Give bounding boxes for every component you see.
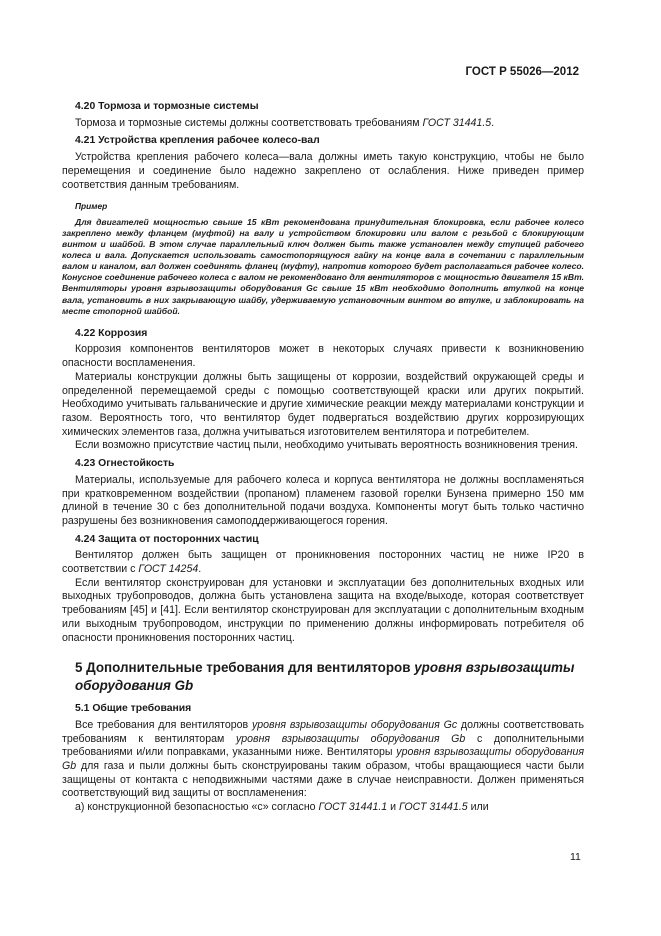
page-number: 11 — [570, 851, 581, 863]
paragraph: Тормоза и тормозные системы должны соответствовать требованиям ГОСТ 31441.5. — [75, 116, 495, 129]
paragraph: Вентилятор должен быть защищен от проникновения посторонних частиц не ниже IP20 в соответствии с ГОСТ 14254. — [62, 549, 584, 576]
paragraph: Материалы конструкции должны быть защищены от коррозии, воздействий окружающей среды и определенной перемещаемой среды с помощью соответствующей краски или других покрытий. Необходимо учитывать гальванические и другие химические реакции между материалами конструкции и газом. Вероятность того, что вентилятор будет подвергаться воздействию других коррозирующих химических элементов газа, должна учитываться изготовителем вентилятора и потребителем. — [62, 370, 584, 438]
paragraph: Все требования для вентиляторов уровня взрывозащиты оборудования Gc должны соответствовать требованиям к вентиляторам уровня взрывозащиты оборудования Gb с дополнительными требованиями и/или поправками, указанными ниже. Вентиляторы уровня взрывозащиты оборудования Gb для газа и пыли должны быть сконструированы таким образом, чтобы вращающиеся части были защищены от контакта с неподвижными частями даже в случае неисправности. Должен применяться соответствующий вид защиты от воспламенения: — [62, 718, 585, 800]
paragraph: Материалы, используемые для рабочего колеса и корпуса вентилятора не должны воспламеняться при кратковременном воздействии (пропаном) пламенем газовой горелки Бунзена примерно 150 мм длиной в течение 30 с без дополнительной подачи воздуха. Компоненты могут быть только частично разрушены без возникновения самоподдерживающегося горения. — [62, 473, 584, 527]
standard-reference: ГОСТ 14254 — [138, 563, 199, 576]
paragraph: Если вентилятор сконструирован для установки и эксплуатации без дополнительных входных или выходных трубопроводов, должна быть установлена защита на входе/выходе, которая соответствует требованиям [45] и [41]. Если вентилятор сконструирован для эксплуатации с дополнительным входным или выходным трубопроводом, инструкции по применению должны информировать потребителя об опасности проникновения посторонних частиц. — [62, 576, 584, 644]
section-heading-5-1: 5.1 Общие требования — [75, 703, 192, 715]
section-heading-4-24: 4.24 Защита от посторонних частиц — [75, 533, 259, 545]
section-heading-4-21: 4.21 Устройства крепления рабочее колесо-вал — [75, 135, 320, 147]
standard-reference: ГОСТ 31441.5 — [422, 116, 492, 129]
example-title: Пример — [75, 201, 108, 212]
example-text: Для двигателей мощностью свыше 15 кВт рекомендована принудительная блокировка, если рабочее колесо закреплено между фланцем (муфтой) на валу и устройством блокировки или валом с резьбой с блокирующим винтом и шайбой. В этом случае параллельный ключ должен быть также установлен между ступицей рабочего колеса и вала. Допускается использовать самостопорящуюся гайку на конце вала в сочетании с параллельным валом и каналом, вал должен соединять фланец (муфту), напротив которого будет располагаться рабочее колесо. Конусное соединение рабочего колеса с валом не рекомендовано для вентиляторов с мощностью двигателя 15 кВт. Вентиляторы уровня взрывозащиты оборудования Gc свыше 15 кВт необходимо дополнить втулкой на конце вала, установить в них закрывающую шайбу, удерживаемую установочным винтом во втулке, и заблокировать на месте стопорной шайбой. — [62, 216, 584, 316]
page-content — [62, 96, 584, 815]
section-heading-4-22: 4.22 Коррозия — [75, 327, 148, 339]
paragraph: Устройства крепления рабочего колеса—вала должны иметь такую конструкцию, чтобы не было перемещения и соединение было надежно закреплено от ослабления. Ниже приведен пример соответствия данным требованиям. — [62, 151, 584, 191]
list-item: а) конструкционной безопасностью «с» согласно ГОСТ 31441.1 и ГОСТ 31441.5 или — [75, 801, 489, 814]
paragraph: Коррозия компонентов вентиляторов может в некоторых случаях привести к возникновению опасности воспламенения. — [62, 343, 584, 370]
section-heading-4-23: 4.23 Огнестойкость — [75, 458, 175, 470]
section-heading-4-20: 4.20 Тормоза и тормозные системы — [75, 101, 259, 112]
paragraph: Если возможно присутствие частиц пыли, необходимо учитывать вероятность возникновения трения. — [75, 439, 578, 452]
standard-designation: ГОСТ Р 55026—2012 — [465, 66, 579, 78]
section-heading-5: 5 Дополнительные требования для вентиляторов уровня взрывозащиты оборудования Gb — [75, 660, 575, 693]
